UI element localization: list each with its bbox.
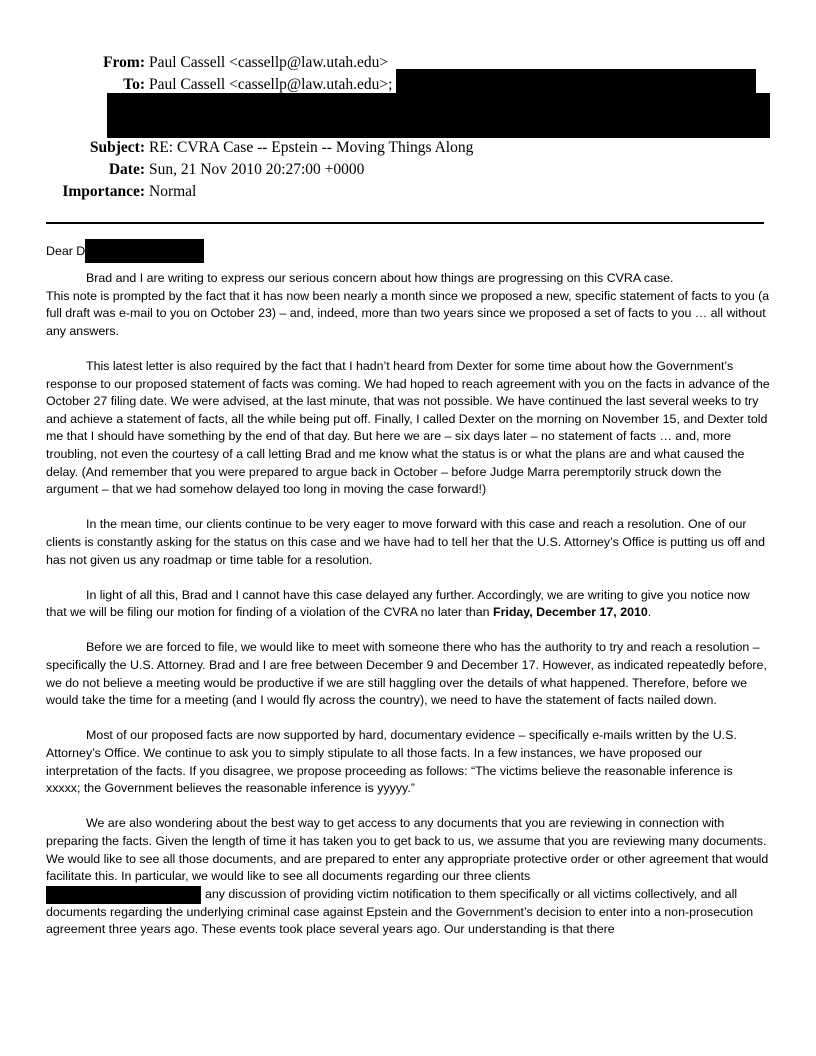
to-value: Paul Cassell <cassellp@law.utah.edu>: [149, 76, 389, 93]
paragraph-1b: This note is prompted by the fact that it has now been nearly a month since we proposed a new, specific statement of facts to you (a full draft was e-mail to you on October 23) – and, indeed, more than two years since we proposed a set of facts to you … all without any answers.: [46, 288, 770, 338]
paragraph-6: Most of our proposed facts are now supported by hard, documentary evidence – specifically e-mails written by the U.S. Attorney’s Office. We continue to ask you to simply stipulate to all those facts. In a few instances, we have proposed our interpretation of the facts. If you disagree, we propose proceeding as follows: “The victims believe the reasonable inference is xxxxx; the Government believes the reasonable inference is yyyyy.”: [46, 728, 737, 796]
greeting-line: [46, 243, 770, 270]
deadline-date: Friday, December 17, 2010: [493, 605, 648, 620]
importance-label: Importance:: [62, 183, 145, 200]
clients-redaction: [46, 886, 201, 904]
paragraph-2: This latest letter is also required by the fact that I hadn’t heard from Dexter for some time about how the Government’s response to our proposed statement of facts was coming. We had hoped to reach agreement with you on the facts in advance of the October 27 filing date. We were advised, at the last minute, that was not possible. We have continued the last several weeks to try and achieve a statement of facts, all the while being put off. Finally, I called Dexter on the morning on November 15, and Dexter told me that I should have something by the end of that day. But here we are – six days later – no statement of facts … and, more troubling, not even the courtesy of a call letting Brad and me know what the status is or what the plans are and what caused the delay. (And remember that you were prepared to argue back in October – before Judge Marra peremptorily struck down the argument – that we had somehow delayed too long in moving the case forward!): [46, 358, 770, 497]
importance-row: [40, 182, 780, 201]
subject-row: [40, 138, 780, 157]
subject-label: Subject:: [89, 139, 145, 156]
paragraph-7: We are also wondering about the best way to get access to any documents that you are reviewing in connection with preparing the facts. Given the length of time it has taken you to get back to us, we assume that you are reviewing many documents. We would like to see all those documents, and are prepared to enter any appropriate protective order or other agreement that would facilitate this. In particular, we would like to see all documents regarding our three clients any discussion of providing victim notification to them specifically or all victims collectively, and all documents regarding the underlying criminal case against Epstein and the Government’s decision to enter into a non-prosecution agreement three years ago. These events took place several years ago. Our understanding is that there: [46, 816, 769, 937]
paragraph-3: In the mean time, our clients continue to be very eager to move forward with this case and reach a resolution. One of our clients is constantly asking for the status on this case and we have had to tell her that the U.S. Attorney’s Office is putting us off and has not given us any roadmap or time table for a resolution.: [46, 517, 766, 567]
date-label: Date:: [108, 161, 145, 178]
email-body: [46, 243, 770, 957]
recipients-redaction: [107, 93, 770, 138]
greeting: Dear D: [46, 244, 86, 258]
paragraph-4: In light of all this, Brad and I cannot have this case delayed any further. Accordingly, we are writing to give you notice now that we will be filing our motion for finding of a violation of the CVRA no later than Friday, December 17, 2010.: [46, 587, 750, 620]
paragraph-1a: Brad and I are writing to express our serious concern about how things are progressing on this CVRA case.: [86, 271, 674, 285]
subject-value: RE: CVRA Case -- Epstein -- Moving Things Along: [149, 139, 474, 156]
date-value: Sun, 21 Nov 2010 20:27:00 +0000: [149, 161, 365, 178]
importance-value: Normal: [149, 183, 197, 200]
date-row: [40, 160, 780, 179]
to-redaction: [396, 69, 756, 93]
paragraph-5: Before we are forced to file, we would like to meet with someone there who has the authority to try and reach a resolution – specifically the U.S. Attorney. Brad and I are free between December 9 and December 17. However, as indicated repeatedly before, we do not believe a meeting would be productive if we are still haggling over the details of what happened. Therefore, before we would take the time for a meeting (and I would fly across the country), we need to have the statement of facts nailed down.: [46, 640, 767, 708]
to-tail: ;: [388, 76, 393, 93]
header-divider: [46, 222, 764, 224]
to-label: To:: [123, 76, 145, 93]
from-label: From:: [103, 54, 145, 71]
from-value: Paul Cassell <cassellp@law.utah.edu>: [149, 54, 389, 71]
greeting-redaction: [85, 239, 204, 263]
